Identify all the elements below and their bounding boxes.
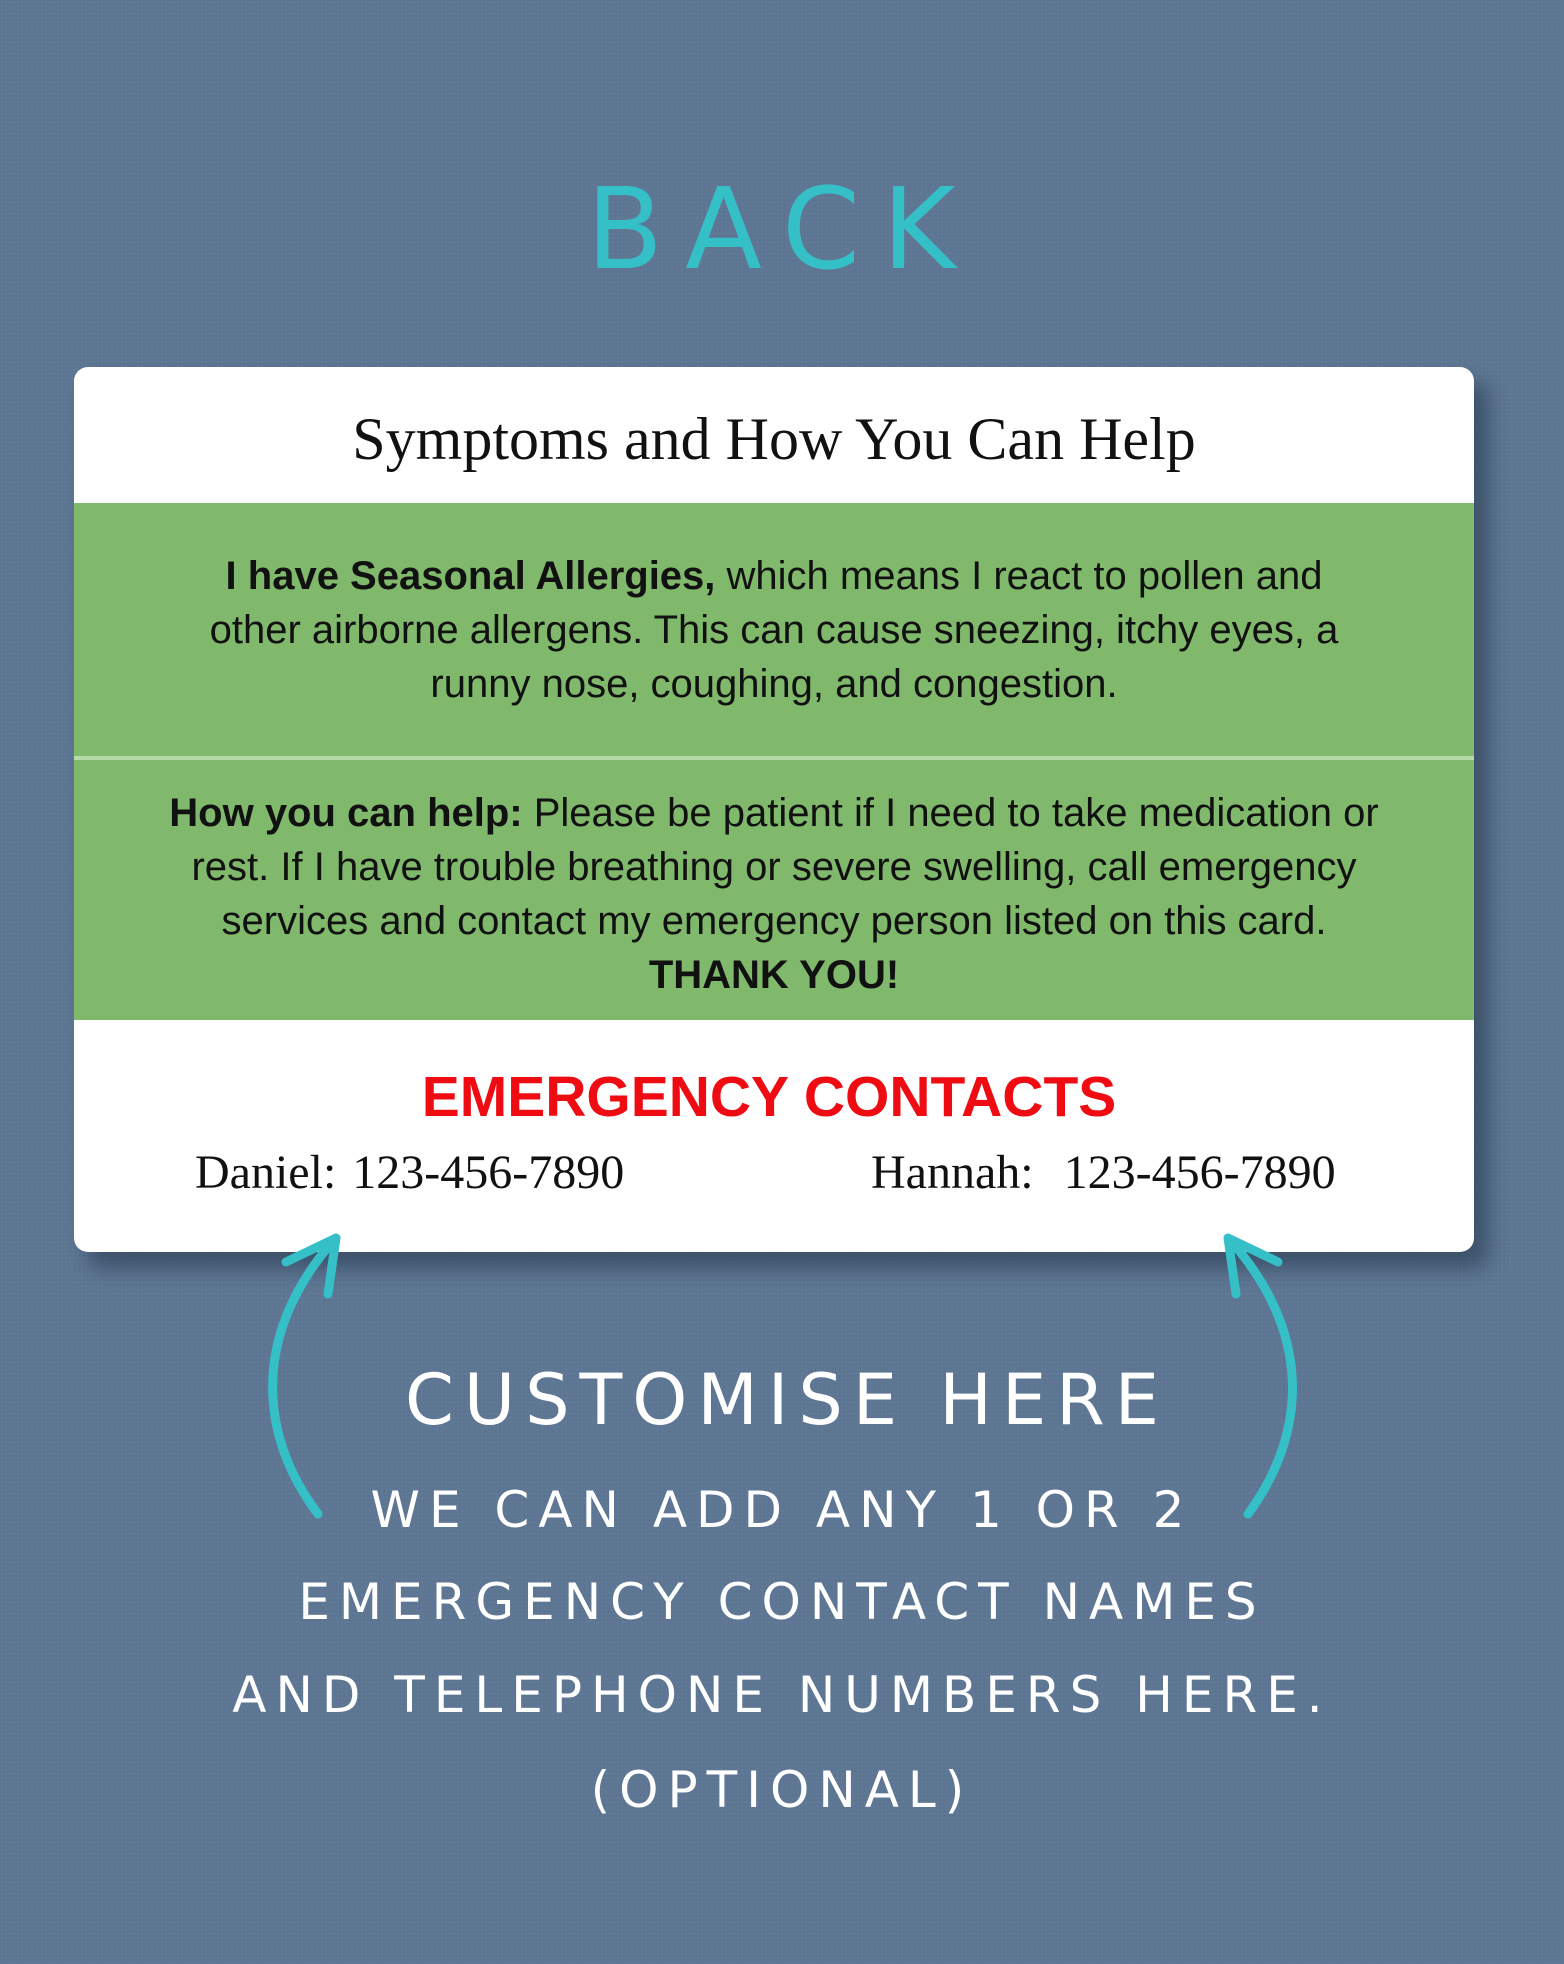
contact-phone: 123-456-7890 (1063, 1146, 1336, 1199)
medical-card (74, 367, 1474, 1252)
emergency-contacts-heading: EMERGENCY CONTACTS (421, 1065, 1117, 1129)
contact-item (871, 1145, 1336, 1201)
contact-phone: 123-456-7890 (352, 1146, 625, 1199)
condition-text (184, 549, 1364, 711)
customise-note-line: AND TELEPHONE NUMBERS HERE. (232, 1666, 1332, 1724)
contact-name: Hannah: (871, 1146, 1034, 1199)
contact-name: Daniel: (195, 1146, 337, 1199)
help-body: Please be patient if I need to take medication or rest. If I have trouble breathing or severe swelling, call emergency services and contact my emergency person listed on this card. (191, 791, 1379, 943)
customise-note-line: EMERGENCY CONTACT NAMES (298, 1573, 1266, 1631)
help-panel (74, 760, 1474, 1020)
customise-note-line: WE CAN ADD ANY 1 OR 2 (370, 1481, 1194, 1539)
help-text (154, 786, 1394, 1002)
help-bold: How you can help: (169, 791, 523, 835)
customise-title: CUSTOMISE HERE (404, 1359, 1170, 1441)
help-closing: THANK YOU! (648, 953, 900, 997)
contact-item (195, 1145, 624, 1201)
condition-panel (74, 503, 1474, 756)
condition-body: which means I react to pollen and other airborne allergens. This can cause sneezing, itchy eyes, a runny nose, coughing, and congestion. (209, 553, 1339, 706)
condition-bold: I have Seasonal Allergies, (225, 553, 716, 598)
page-heading: BACK (586, 165, 978, 295)
customise-note-line: (OPTIONAL) (590, 1761, 974, 1819)
card-title: Symptoms and How You Can Help (352, 405, 1196, 472)
